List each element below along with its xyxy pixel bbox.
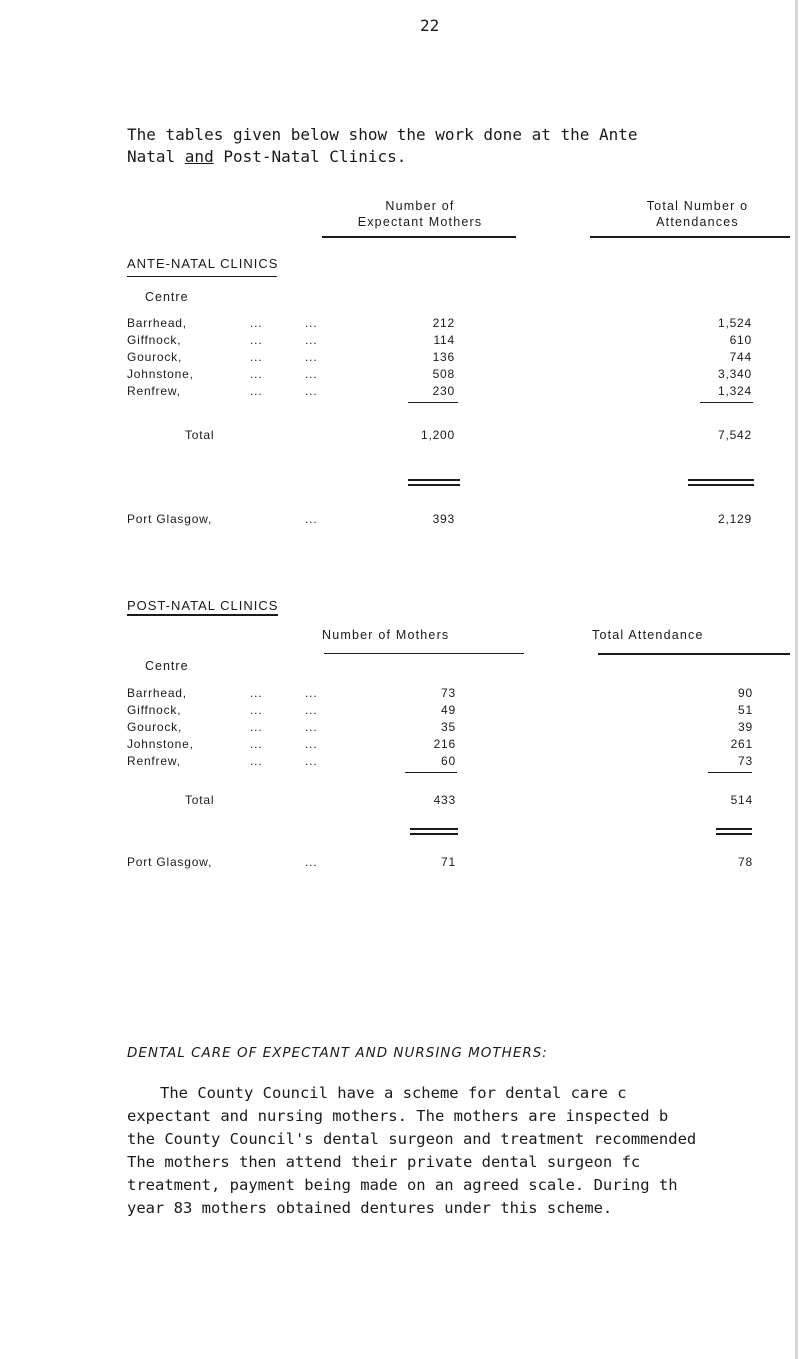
antenatal-title-rule <box>127 276 277 277</box>
antenatal-centre-label: Centre <box>145 290 189 304</box>
dental-line: expectant and nursing mothers. The mothers are inspected b <box>127 1107 669 1125</box>
attendances-value: 39 <box>738 720 753 734</box>
antenatal-total-row <box>0 428 800 444</box>
table-row <box>0 703 800 719</box>
leader-dots: ... <box>305 512 318 526</box>
leader-dots: ... <box>305 703 318 717</box>
antenatal-port-row <box>0 512 800 528</box>
centre-name: Giffnock, <box>127 333 182 347</box>
postnatal-port-row <box>0 855 800 871</box>
postnatal-col1-header: Number of Mothers <box>322 628 450 642</box>
antenatal-col2-header-line2: Attendances <box>656 215 739 229</box>
dental-care-paragraph <box>127 1082 696 1220</box>
leader-dots: ... <box>305 855 318 869</box>
leader-dots: ... <box>250 316 263 330</box>
dental-line: treatment, payment being made on an agreed scale. During th <box>127 1176 678 1194</box>
antenatal-col1-header-line1: Number of <box>385 199 455 213</box>
table-row <box>0 350 800 366</box>
leader-dots: ... <box>305 754 318 768</box>
antenatal-subtotal-rule-2 <box>700 402 753 403</box>
dental-line: The County Council have a scheme for dental care c <box>160 1084 627 1102</box>
postnatal-col2-header: Total Attendance <box>592 628 704 642</box>
leader-dots: ... <box>250 686 263 700</box>
mothers-value: 73 <box>441 686 456 700</box>
attendances-value: 744 <box>729 350 752 364</box>
total-mothers: 433 <box>433 793 456 807</box>
dental-line: the County Council's dental surgeon and treatment recommended <box>127 1130 697 1148</box>
postnatal-total-double-rule-2 <box>716 828 752 835</box>
attendances-value: 73 <box>738 754 753 768</box>
intro-line-1: The tables given below show the work done at the Ante <box>127 125 638 144</box>
postnatal-total-row <box>0 793 800 809</box>
intro-paragraph <box>127 124 800 168</box>
antenatal-subtotal-rule-1 <box>408 402 458 403</box>
postnatal-col2-header-rule <box>598 653 790 655</box>
mothers-value: 508 <box>432 367 455 381</box>
leader-dots: ... <box>305 384 318 398</box>
total-attendances: 514 <box>730 793 753 807</box>
table-row <box>0 316 800 332</box>
postnatal-subtotal-rule-2 <box>708 772 752 773</box>
leader-dots: ... <box>250 737 263 751</box>
postnatal-col1-header-rule <box>324 653 524 654</box>
leader-dots: ... <box>250 720 263 734</box>
leader-dots: ... <box>250 350 263 364</box>
antenatal-col2-header-line1: Total Number o <box>646 199 749 213</box>
centre-name: Port Glasgow, <box>127 855 213 869</box>
mothers-value: 114 <box>433 333 455 347</box>
intro-line-2-underlined: and <box>184 147 214 166</box>
leader-dots: ... <box>305 350 318 364</box>
dental-care-heading: DENTAL CARE OF EXPECTANT AND NURSING MOTHERS: <box>127 1045 548 1061</box>
leader-dots: ... <box>305 686 318 700</box>
antenatal-col2-header-rule <box>590 236 790 238</box>
centre-name: Barrhead, <box>127 316 187 330</box>
dental-line: year 83 mothers obtained dentures under this scheme. <box>127 1199 613 1217</box>
table-row <box>0 720 800 736</box>
attendances-value: 51 <box>738 703 753 717</box>
mothers-value: 216 <box>433 737 456 751</box>
centre-name: Renfrew, <box>127 754 181 768</box>
attendances-value: 1,324 <box>717 384 752 398</box>
table-row <box>0 367 800 383</box>
total-attendances: 7,542 <box>717 428 752 442</box>
table-row <box>0 333 800 349</box>
centre-name: Barrhead, <box>127 686 187 700</box>
table-row <box>0 754 800 770</box>
antenatal-total-double-rule-2 <box>688 479 754 486</box>
leader-dots: ... <box>250 703 263 717</box>
centre-name: Gourock, <box>127 350 183 364</box>
antenatal-title: ANTE-NATAL CLINICS <box>127 256 279 271</box>
dental-line: The mothers then attend their private dental surgeon fc <box>127 1153 641 1171</box>
mothers-value: 49 <box>441 703 456 717</box>
table-row <box>0 384 800 400</box>
page-number: 22 <box>420 16 440 35</box>
leader-dots: ... <box>250 333 263 347</box>
total-label: Total <box>185 428 215 442</box>
attendances-value: 1,524 <box>717 316 752 330</box>
centre-name: Renfrew, <box>127 384 181 398</box>
total-mothers: 1,200 <box>420 428 455 442</box>
antenatal-col1-header-rule <box>322 236 516 238</box>
attendances-value: 90 <box>738 686 753 700</box>
postnatal-subtotal-rule-1 <box>405 772 457 773</box>
postnatal-total-double-rule-1 <box>410 828 458 835</box>
antenatal-col1-header-line2: Expectant Mothers <box>357 215 483 229</box>
mothers-value: 60 <box>441 754 456 768</box>
attendances-value: 2,129 <box>717 512 752 526</box>
mothers-value: 230 <box>432 384 455 398</box>
leader-dots: ... <box>250 384 263 398</box>
centre-name: Johnstone, <box>127 367 194 381</box>
intro-line-2-end: Post-Natal Clinics. <box>213 147 407 166</box>
attendances-value: 78 <box>738 855 753 869</box>
antenatal-col1-header <box>325 198 515 230</box>
table-row <box>0 737 800 753</box>
attendances-value: 3,340 <box>717 367 752 381</box>
centre-name: Port Glasgow, <box>127 512 213 526</box>
antenatal-col2-header <box>600 198 795 230</box>
leader-dots: ... <box>305 333 318 347</box>
leader-dots: ... <box>305 720 318 734</box>
table-row <box>0 686 800 702</box>
intro-line-2 <box>127 146 800 168</box>
postnatal-title: POST-NATAL CLINICS <box>127 598 278 616</box>
attendances-value: 261 <box>730 737 753 751</box>
centre-name: Gourock, <box>127 720 183 734</box>
mothers-value: 35 <box>441 720 456 734</box>
leader-dots: ... <box>305 367 318 381</box>
page-edge-shadow <box>795 0 798 1359</box>
antenatal-total-double-rule-1 <box>408 479 460 486</box>
mothers-value: 393 <box>432 512 455 526</box>
mothers-value: 136 <box>432 350 455 364</box>
mothers-value: 71 <box>441 855 456 869</box>
leader-dots: ... <box>250 754 263 768</box>
intro-line-2-start: Natal <box>127 147 185 166</box>
mothers-value: 212 <box>432 316 455 330</box>
centre-name: Giffnock, <box>127 703 182 717</box>
leader-dots: ... <box>305 737 318 751</box>
leader-dots: ... <box>305 316 318 330</box>
attendances-value: 610 <box>729 333 752 347</box>
postnatal-centre-label: Centre <box>145 659 189 673</box>
centre-name: Johnstone, <box>127 737 194 751</box>
leader-dots: ... <box>250 367 263 381</box>
total-label: Total <box>185 793 215 807</box>
